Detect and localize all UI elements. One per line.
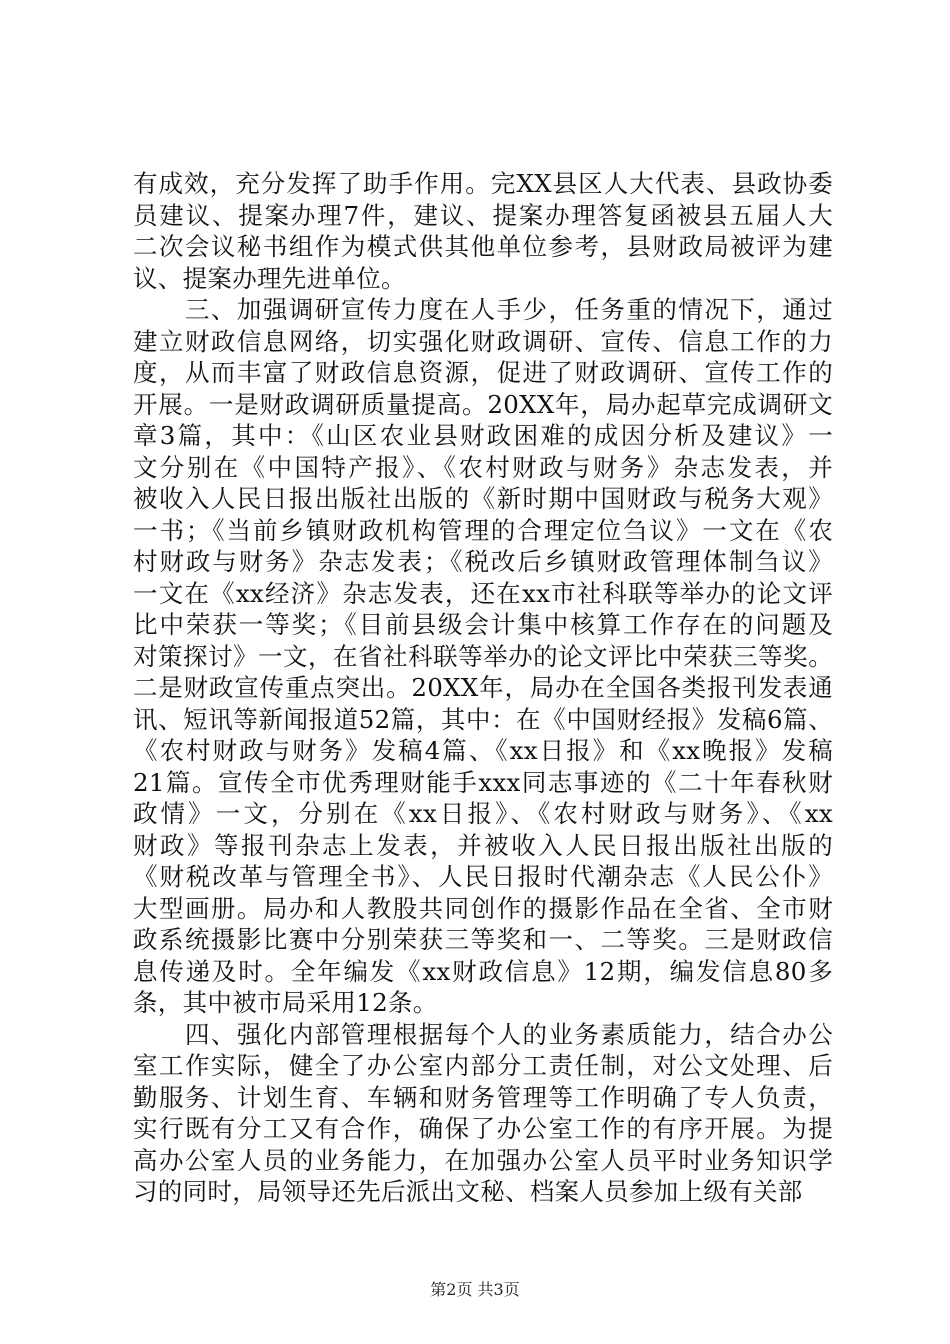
text-line: 财政》等报刊杂志上发表，并被收入人民日报出版社出版的 [133, 830, 833, 860]
text-line: 习的同时，局领导还先后派出文秘、档案人员参加上级有关部 [133, 1177, 803, 1206]
text-line: 文分别在《中国特产报》、《农村财政与财务》杂志发表，并 [133, 452, 833, 482]
text-line: 村财政与财务》杂志发表；《税改后乡镇财政管理体制刍议》 [133, 547, 833, 576]
text-line: 息传递及时。全年编发《xx财政信息》12期，编发信息80多 [133, 956, 833, 986]
text-line: 建立财政信息网络，切实强化财政调研、宣传、信息工作的力 [133, 326, 833, 356]
text-line: 政情》一文，分别在《xx日报》、《农村财政与财务》、《xx [133, 799, 833, 828]
text-line: 对策探讨》一文，在省社科联等举办的论文评比中荣获三等奖。 [133, 641, 833, 671]
text-line: 政系统摄影比赛中分别荣获三等奖和一、二等奖。三是财政信 [133, 925, 833, 954]
document-body [133, 168, 833, 1208]
text-line: 章3篇，其中：《山区农业县财政困难的成因分析及建议》一 [133, 421, 833, 450]
text-line: 二次会议秘书组作为模式供其他单位参考，县财政局被评为建 [133, 232, 833, 261]
text-line: 员建议、提案办理7件，建议、提案办理答复函被县五届人大 [133, 200, 833, 230]
text-line: 21篇。宣传全市优秀理财能手xxx同志事迹的《二十年春秋财 [133, 767, 833, 797]
text-line: 高办公室人员的业务能力，在加强办公室人员平时业务知识学 [133, 1145, 833, 1175]
text-line: 被收入人民日报出版社出版的《新时期中国财政与税务大观》 [133, 484, 833, 513]
text-line: 实行既有分工又有合作，确保了办公室工作的有序开展。为提 [133, 1114, 833, 1143]
text-line: 度，从而丰富了财政信息资源，促进了财政调研、宣传工作的 [133, 358, 833, 387]
text-line: 室工作实际，健全了办公室内部分工责任制，对公文处理、后 [133, 1051, 833, 1080]
text-line: 二是财政宣传重点突出。20XX年，局办在全国各类报刊发表通 [133, 673, 833, 702]
text-line: 四、强化内部管理根据每个人的业务素质能力，结合办公 [133, 1019, 833, 1049]
text-line: 大型画册。局办和人教股共同创作的摄影作品在全省、全市财 [133, 893, 833, 923]
text-line: 一书；《当前乡镇财政机构管理的合理定位刍议》一文在《农 [133, 515, 833, 545]
text-line: 三、加强调研宣传力度在人手少，任务重的情况下，通过 [133, 295, 833, 324]
text-line: 讯、短讯等新闻报道52篇，其中：在《中国财经报》发稿6篇、 [133, 704, 833, 734]
text-line: 《农村财政与财务》发稿4篇、《xx日报》和《xx晚报》发稿 [133, 736, 833, 765]
text-line: 勤服务、计划生育、车辆和财务管理等工作明确了专人负责， [133, 1082, 833, 1112]
text-line: 议、提案办理先进单位。 [133, 263, 406, 293]
text-line: 比中荣获一等奖；《目前县级会计集中核算工作存在的问题及 [133, 610, 833, 639]
page-number: 第2页 共3页 [430, 1280, 520, 1299]
text-line: 开展。一是财政调研质量提高。20XX年，局办起草完成调研文 [133, 389, 833, 419]
text-line: 《财税改革与管理全书》、人民日报时代潮杂志《人民公仆》 [133, 862, 833, 891]
text-line: 条，其中被市局采用12条。 [133, 988, 438, 1017]
text-line: 一文在《xx经济》杂志发表，还在xx市社科联等举办的论文评 [133, 578, 833, 608]
text-line: 有成效，充分发挥了助手作用。完XX县区人大代表、县政协委 [133, 169, 833, 198]
